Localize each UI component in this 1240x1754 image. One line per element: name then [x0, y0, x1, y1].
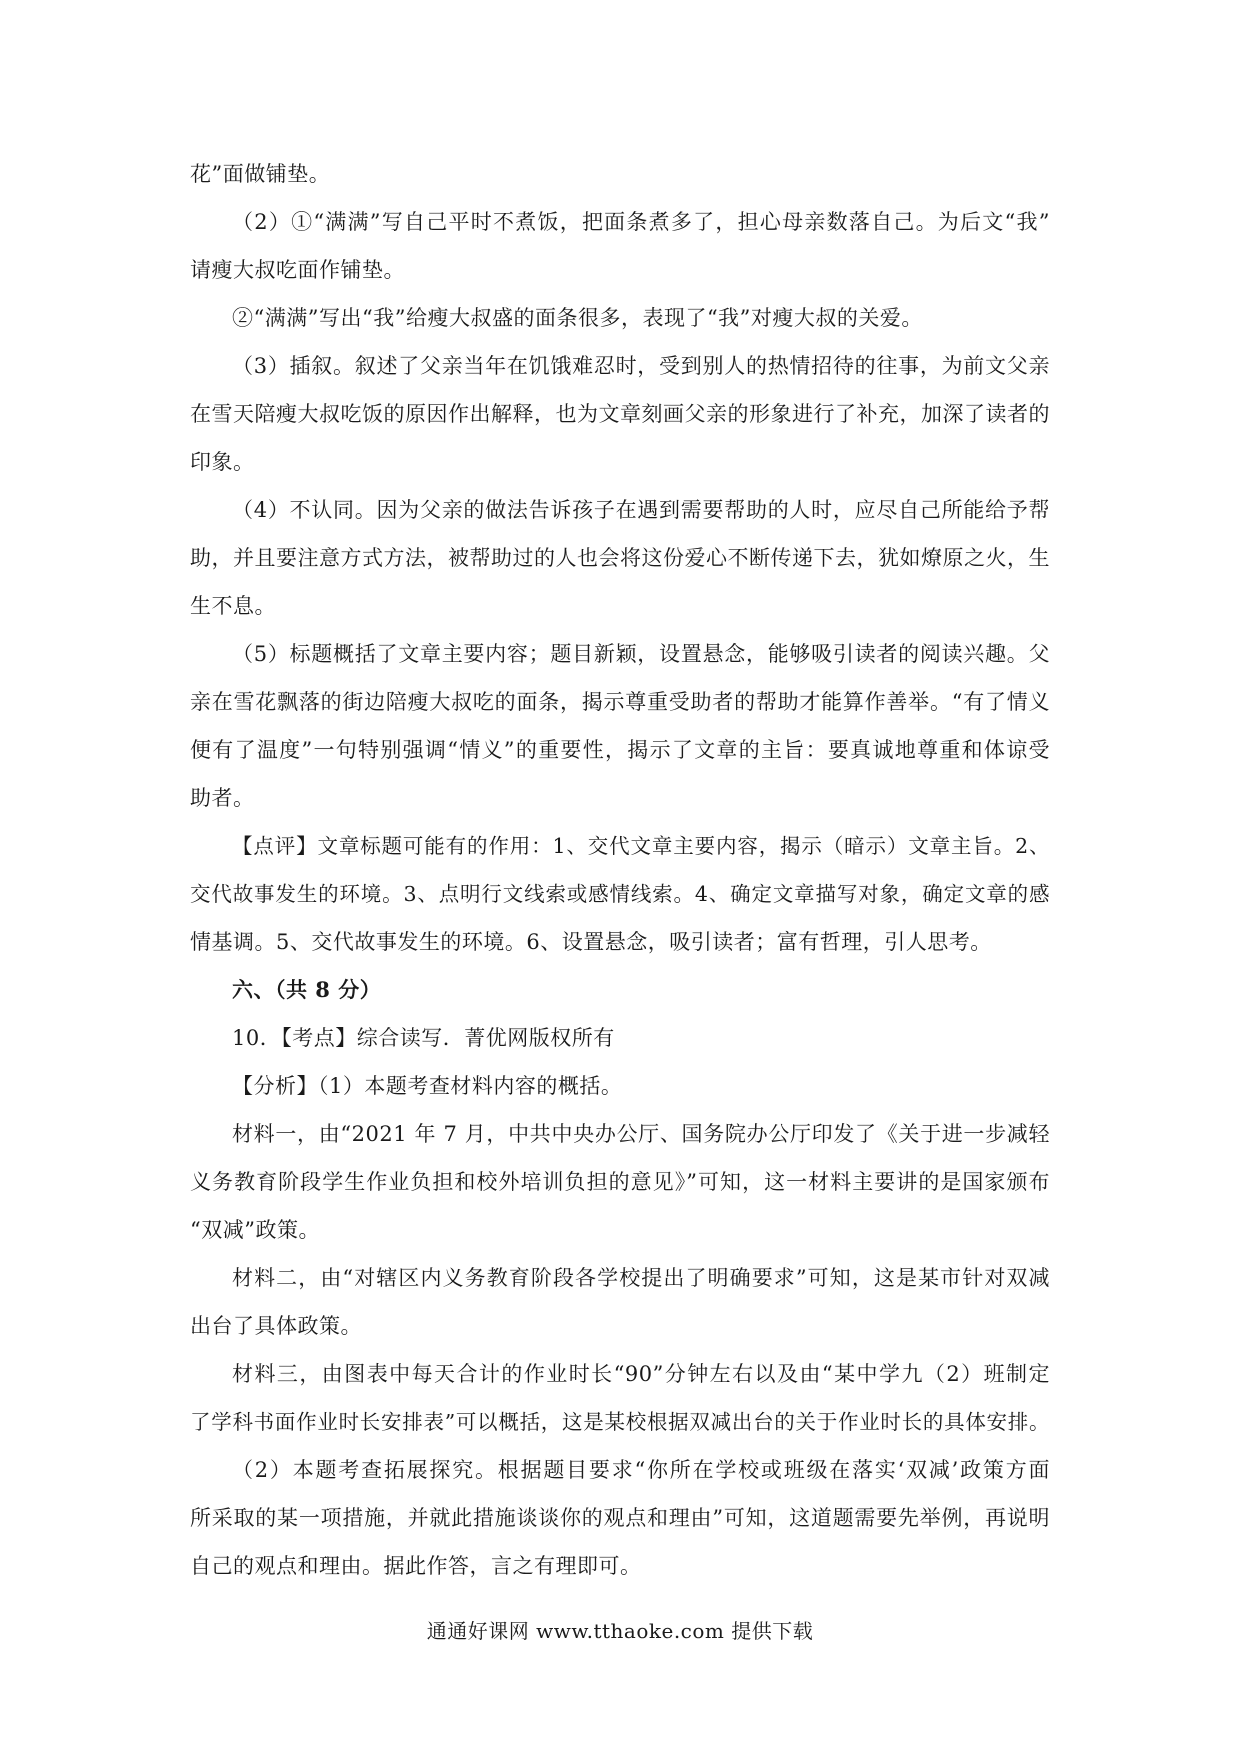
section-heading: 六、（共 8 分）: [232, 977, 382, 1002]
text-line: 亲在雪花飘落的街边陪瘦大叔吃的面条，揭示尊重受助者的帮助才能算作善举。“有了情义: [190, 690, 1050, 714]
text-line: 交代故事发生的环境。3、点明行文线索或感情线索。4、确定文章描写对象，确定文章的感: [190, 882, 1050, 906]
text-line: （2）①“满满”写自己平时不煮饭，把面条煮多了，担心母亲数落自己。为后文“我”: [232, 210, 1050, 234]
text-line: 请瘦大叔吃面作铺垫。: [190, 258, 405, 282]
text-line: （2）本题考查拓展探究。根据题目要求“你所在学校或班级在落实‘双减’政策方面: [232, 1458, 1050, 1482]
answer-text-body: [190, 150, 1050, 1590]
text-line: 助者。: [190, 786, 255, 810]
text-line: 了学科书面作业时长安排表”可以概括，这是某校根据双减出台的关于作业时长的具体安排。: [190, 1410, 1050, 1434]
text-line: 【分析】（1）本题考查材料内容的概括。: [232, 1074, 623, 1098]
text-line: “双减”政策。: [190, 1218, 320, 1242]
text-line: 情基调。5、交代故事发生的环境。6、设置悬念，吸引读者；富有哲理，引人思考。: [190, 930, 992, 954]
text-line: 义务教育阶段学生作业负担和校外培训负担的意见》”可知，这一材料主要讲的是国家颁布: [190, 1170, 1050, 1194]
text-line: 便有了温度”一句特别强调“情义”的重要性，揭示了文章的主旨：要真诚地尊重和体谅受: [190, 738, 1050, 762]
page-footer: 通通好课网 www.tthaoke.com 提供下载: [426, 1619, 814, 1643]
text-line: 助，并且要注意方式方法，被帮助过的人也会将这份爱心不断传递下去，犹如燎原之火，生: [190, 546, 1050, 570]
text-line: 在雪天陪瘦大叔吃饭的原因作出解释，也为文章刻画父亲的形象进行了补充，加深了读者的: [190, 402, 1050, 426]
text-line: 【点评】文章标题可能有的作用：1、交代文章主要内容，揭示（暗示）文章主旨。2、: [232, 834, 1050, 858]
text-line: 印象。: [190, 450, 255, 474]
text-line: 所采取的某一项措施，并就此措施谈谈你的观点和理由”可知，这道题需要先举例，再说明: [190, 1506, 1050, 1530]
text-line: 材料二，由“对辖区内义务教育阶段各学校提出了明确要求”可知，这是某市针对双减: [232, 1266, 1050, 1290]
text-line: 花”面做铺垫。: [190, 162, 331, 186]
text-line: 出台了具体政策。: [190, 1314, 362, 1338]
text-line: 自己的观点和理由。据此作答，言之有理即可。: [190, 1554, 642, 1578]
text-line: （4）不认同。因为父亲的做法告诉孩子在遇到需要帮助的人时，应尽自己所能给予帮: [232, 498, 1050, 522]
text-line: 材料三，由图表中每天合计的作业时长“90”分钟左右以及由“某中学九（2）班制定: [232, 1362, 1050, 1386]
text-line: ②“满满”写出“我”给瘦大叔盛的面条很多，表现了“我”对瘦大叔的关爱。: [232, 306, 923, 330]
text-line: （5）标题概括了文章主要内容；题目新颖，设置悬念，能够吸引读者的阅读兴趣。父: [232, 642, 1050, 666]
text-line: 材料一，由“2021 年 7 月，中共中央办公厅、国务院办公厅印发了《关于进一步减轻: [232, 1122, 1050, 1146]
text-line: 生不息。: [190, 594, 276, 618]
text-line: （3）插叙。叙述了父亲当年在饥饿难忍时，受到别人的热情招待的往事，为前文父亲: [232, 354, 1050, 378]
text-line: 10．【考点】综合读写．菁优网版权所有: [232, 1026, 615, 1050]
